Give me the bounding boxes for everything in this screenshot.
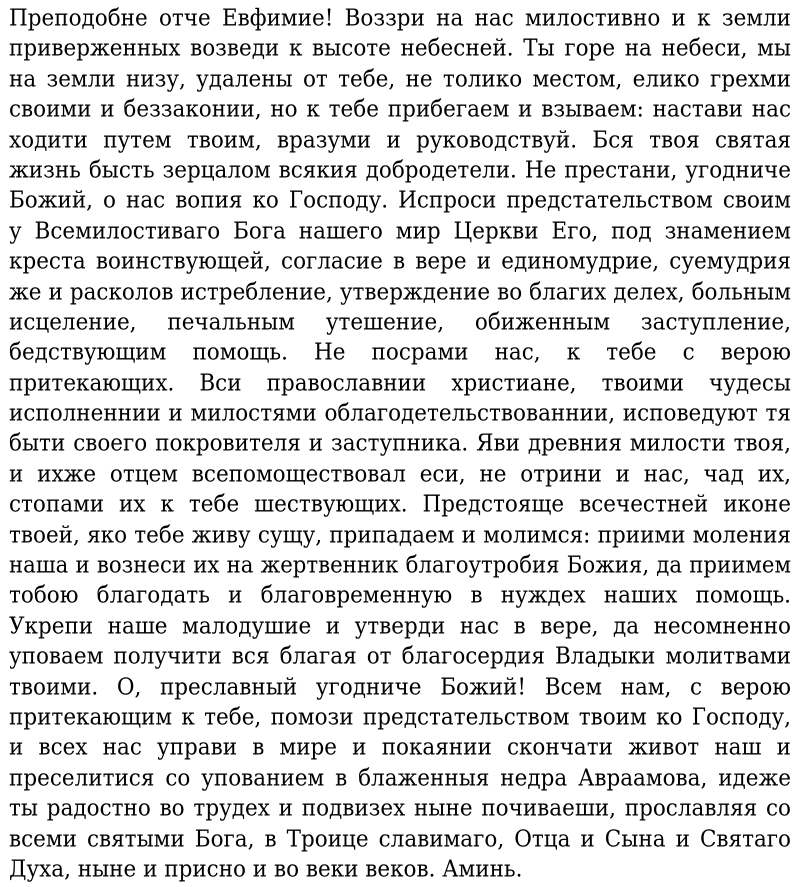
- text-line: тобою благодать и благовременную в нуждех наших помощь.: [9, 582, 791, 610]
- text-line: своими и беззаконии, но к тебе прибегаем и взываем: настави нас: [9, 96, 791, 124]
- text-line: на земли низу, удалены от тебе, не толико местом, елико грехми: [9, 65, 791, 93]
- text-line: же и расколов истребление, утверждение во благих делех, больным: [9, 278, 791, 306]
- text-line: притекающим к тебе, помози предстательством твоим ко Господу,: [9, 703, 791, 731]
- text-line: быти своего покровителя и заступника. Яви древния милости твоя,: [9, 430, 791, 458]
- text-line: жизнь бысть зерцалом всякия добродетели. Не престани, угодниче: [9, 156, 791, 184]
- text-line: приверженных возведи к высоте небесней. Ты горе на небеси, мы: [9, 35, 791, 63]
- text-line: Преподобне отче Евфимие! Воззри на нас милостивно и к земли: [9, 4, 791, 32]
- text-line: у Всемилостиваго Бога нашего мир Церкви Его, под знамением: [9, 217, 791, 245]
- text-line: Божий, о нас вопия ко Господу. Испроси предстательством своим: [9, 187, 791, 215]
- text-line: уповаем получити вся благая от благосердия Владыки молитвами: [9, 643, 791, 671]
- text-line: ходити путем твоим, вразуми и руководствуй. Бся твоя святая: [9, 126, 791, 154]
- text-line: и всех нас управи в мире и покаянии скончати живот наш и: [9, 734, 791, 762]
- text-line: наша и вознеси их на жертвенник благоутробия Божия, да приимем: [9, 551, 791, 579]
- text-line: всеми святыми Бога, в Троице славимаго, Отца и Сына и Святаго: [9, 825, 791, 853]
- text-line: бедствующим помощь. Не посрами нас, к тебе с верою: [9, 339, 791, 367]
- text-line: твоими. О, преславный угодниче Божий! Всем нам, с верою: [9, 673, 791, 701]
- text-line: Духа, ныне и присно и во веки веков. Аминь.: [9, 855, 523, 883]
- text-line: исполненнии и милостями облагодетельствованнии, исповедуют тя: [9, 400, 791, 428]
- text-line: исцеление, печальным утешение, обиженным заступление,: [9, 308, 791, 336]
- text-line: Укрепи наше малодушие и утверди нас в вере, да несомненно: [9, 612, 791, 640]
- text-line: креста воинствующей, согласие в вере и единомудрие, суемудрия: [9, 248, 791, 276]
- text-line: твоей, яко тебе живу сущу, припадаем и молимся: приими моления: [9, 521, 791, 549]
- text-line: и ихже отцем всепомоществовал еси, не отрини и нас, чад их,: [9, 460, 791, 488]
- text-line: стопами их к тебе шествующих. Предстояще всечестней иконе: [9, 491, 791, 519]
- text-line: ты радостно во трудех и подвизех ныне почиваеши, прославляя со: [9, 795, 791, 823]
- text-line: преселитися со упованием в блаженныя недра Авраамова, идеже: [9, 764, 791, 792]
- text-line: притекающих. Вси православнии христиане, твоими чудесы: [9, 369, 791, 397]
- prayer-text: [9, 4, 791, 885]
